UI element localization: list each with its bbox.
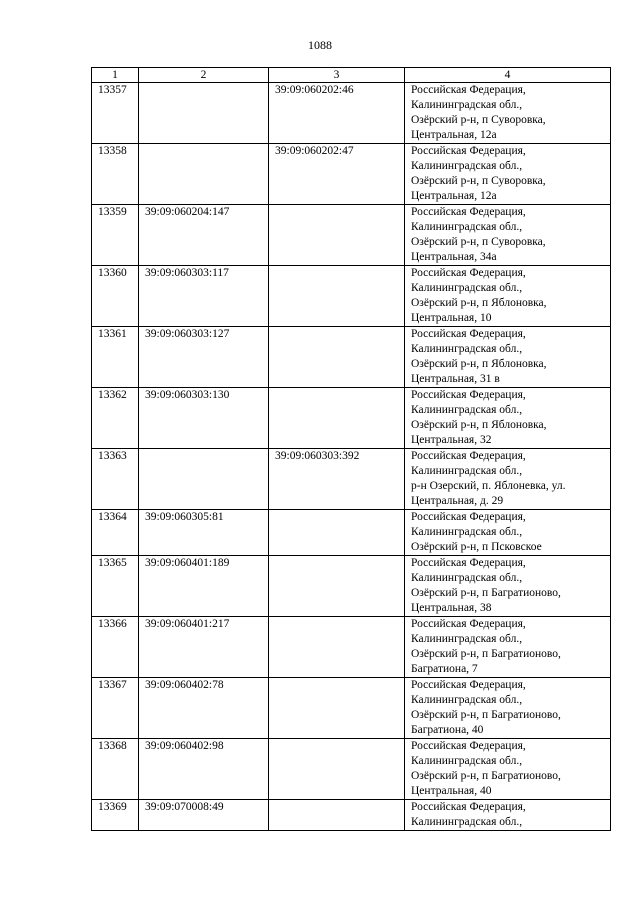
cadastral-number-cell: [139, 144, 269, 205]
address-line: Калининградская обл.,: [411, 755, 523, 767]
row-number-cell: 13369: [92, 800, 139, 831]
address-line: Калининградская обл.,: [411, 282, 523, 294]
row-number-cell: 13366: [92, 617, 139, 678]
cadastral-number-cell: 39:09:060303:127: [139, 327, 269, 388]
address-line: Калининградская обл.,: [411, 633, 523, 645]
address-line: Российская Федерация,: [411, 328, 526, 340]
address-line: Калининградская обл.,: [411, 221, 523, 233]
address-line: Российская Федерация,: [411, 450, 526, 462]
row-number-cell: 13363: [92, 449, 139, 510]
row-number-cell: 13362: [92, 388, 139, 449]
table-row: [92, 556, 611, 617]
cadastral-number-cell: [139, 83, 269, 144]
cadastral-number-cell: 39:09:070008:49: [139, 800, 269, 831]
cadastral-number-alt-cell: [269, 800, 405, 831]
cadastral-number-alt-cell: [269, 510, 405, 556]
table-row: [92, 617, 611, 678]
address-line: Озёрский р-н, п Псковское: [411, 541, 542, 553]
address-cell: [405, 144, 611, 205]
address-line: Калининградская обл.,: [411, 465, 523, 477]
address-cell: [405, 449, 611, 510]
address-line: Озёрский р-н, п Суворовка,: [411, 236, 546, 248]
address-cell: [405, 83, 611, 144]
registry-table: [91, 67, 611, 831]
address-line: Центральная, 32: [411, 434, 492, 446]
address-line: Калининградская обл.,: [411, 694, 523, 706]
cadastral-number-alt-cell: 39:09:060202:46: [269, 83, 405, 144]
table-row: [92, 327, 611, 388]
table-row: [92, 205, 611, 266]
address-cell: [405, 739, 611, 800]
cadastral-number-alt-cell: [269, 266, 405, 327]
cadastral-number-alt-cell: [269, 678, 405, 739]
cadastral-number-alt-cell: 39:09:060202:47: [269, 144, 405, 205]
address-line: Озёрский р-н, п Багратионово,: [411, 709, 561, 721]
row-number-cell: 13360: [92, 266, 139, 327]
row-number-cell: 13365: [92, 556, 139, 617]
column-header-4: 4: [405, 68, 611, 83]
address-line: Калининградская обл.,: [411, 816, 523, 828]
table-row: [92, 800, 611, 831]
address-line: Озёрский р-н, п Яблоновка,: [411, 358, 547, 370]
column-header-1: 1: [92, 68, 139, 83]
header-row: [92, 68, 611, 83]
address-line: Озёрский р-н, п Багратионово,: [411, 648, 561, 660]
address-line: Калининградская обл.,: [411, 572, 523, 584]
row-number-cell: 13358: [92, 144, 139, 205]
address-cell: [405, 800, 611, 831]
cadastral-number-alt-cell: [269, 556, 405, 617]
address-cell: [405, 617, 611, 678]
address-line: Центральная, 34а: [411, 251, 497, 263]
table-row: [92, 144, 611, 205]
table-row: [92, 739, 611, 800]
address-line: Российская Федерация,: [411, 618, 526, 630]
address-line: Калининградская обл.,: [411, 99, 523, 111]
cadastral-number-cell: 39:09:060303:130: [139, 388, 269, 449]
address-cell: [405, 388, 611, 449]
cadastral-number-alt-cell: [269, 388, 405, 449]
row-number-cell: 13359: [92, 205, 139, 266]
address-line: Озёрский р-н, п Багратионово,: [411, 587, 561, 599]
table-row: [92, 510, 611, 556]
cadastral-number-cell: 39:09:060401:217: [139, 617, 269, 678]
row-number-cell: 13367: [92, 678, 139, 739]
address-cell: [405, 327, 611, 388]
address-line: Российская Федерация,: [411, 145, 526, 157]
cadastral-number-cell: 39:09:060305:81: [139, 510, 269, 556]
address-line: Российская Федерация,: [411, 206, 526, 218]
cadastral-number-cell: 39:09:060401:189: [139, 556, 269, 617]
address-line: Озёрский р-н, п Багратионово,: [411, 770, 561, 782]
table-row: [92, 388, 611, 449]
table-row: [92, 83, 611, 144]
address-cell: [405, 266, 611, 327]
address-line: Российская Федерация,: [411, 801, 526, 813]
cadastral-number-alt-cell: [269, 205, 405, 266]
table-row: [92, 449, 611, 510]
address-line: Центральная, 40: [411, 785, 492, 797]
address-line: Центральная, 10: [411, 312, 492, 324]
address-cell: [405, 510, 611, 556]
address-line: Центральная, 12а: [411, 190, 497, 202]
row-number-cell: 13364: [92, 510, 139, 556]
table-body: [92, 83, 611, 831]
address-line: Российская Федерация,: [411, 557, 526, 569]
cadastral-number-cell: 39:09:060402:78: [139, 678, 269, 739]
address-line: Центральная, 38: [411, 602, 492, 614]
page-number: 1088: [308, 38, 332, 52]
address-line: р-н Озерский, п. Яблоневка, ул.: [411, 480, 566, 492]
column-header-2: 2: [139, 68, 269, 83]
row-number-cell: 13368: [92, 739, 139, 800]
address-line: Озёрский р-н, п Суворовка,: [411, 175, 546, 187]
address-line: Российская Федерация,: [411, 679, 526, 691]
address-line: Российская Федерация,: [411, 389, 526, 401]
address-line: Центральная, 12а: [411, 129, 497, 141]
address-line: Озёрский р-н, п Суворовка,: [411, 114, 546, 126]
table-header: [92, 68, 611, 83]
address-line: Калининградская обл.,: [411, 343, 523, 355]
row-number-cell: 13357: [92, 83, 139, 144]
cadastral-number-alt-cell: [269, 617, 405, 678]
address-line: Российская Федерация,: [411, 267, 526, 279]
column-header-3: 3: [269, 68, 405, 83]
address-line: Российская Федерация,: [411, 740, 526, 752]
address-cell: [405, 556, 611, 617]
cadastral-number-alt-cell: [269, 739, 405, 800]
address-line: Центральная, 31 в: [411, 373, 500, 385]
address-line: Российская Федерация,: [411, 511, 526, 523]
address-line: Озёрский р-н, п Яблоновка,: [411, 419, 547, 431]
address-cell: [405, 205, 611, 266]
table-row: [92, 678, 611, 739]
address-line: Багратиона, 40: [411, 724, 484, 736]
table-row: [92, 266, 611, 327]
address-line: Калининградская обл.,: [411, 526, 523, 538]
address-line: Озёрский р-н, п Яблоновка,: [411, 297, 547, 309]
cadastral-number-cell: 39:09:060402:98: [139, 739, 269, 800]
cadastral-number-cell: 39:09:060303:117: [139, 266, 269, 327]
address-line: Калининградская обл.,: [411, 160, 523, 172]
cadastral-number-cell: [139, 449, 269, 510]
cadastral-number-alt-cell: [269, 327, 405, 388]
address-cell: [405, 678, 611, 739]
address-line: Калининградская обл.,: [411, 404, 523, 416]
cadastral-number-alt-cell: 39:09:060303:392: [269, 449, 405, 510]
address-line: Центральная, д. 29: [411, 495, 504, 507]
row-number-cell: 13361: [92, 327, 139, 388]
address-line: Багратиона, 7: [411, 663, 478, 675]
cadastral-number-cell: 39:09:060204:147: [139, 205, 269, 266]
address-line: Российская Федерация,: [411, 84, 526, 96]
